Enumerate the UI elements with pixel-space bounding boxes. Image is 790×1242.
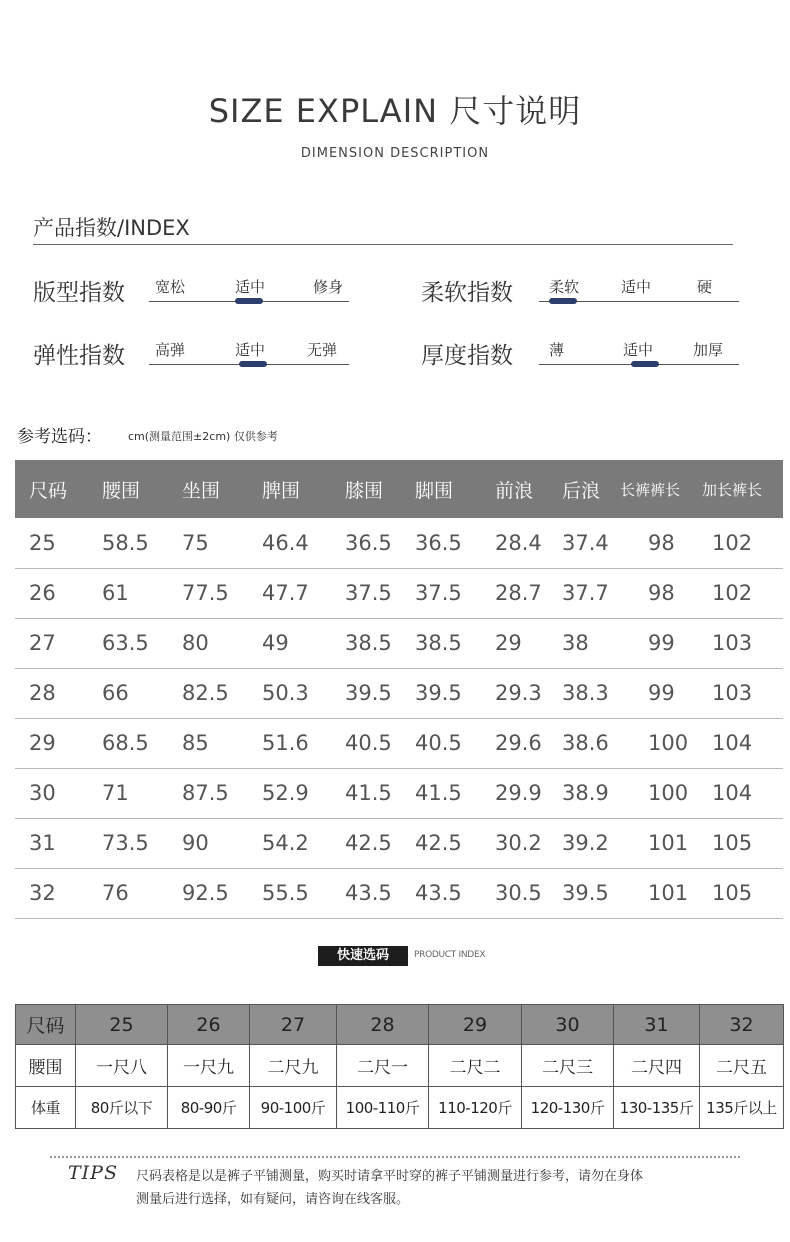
size-table-row xyxy=(15,768,783,818)
size-table-cell: 66 xyxy=(88,668,168,718)
quick-table-cell: 110-120斤 xyxy=(429,1087,522,1129)
index-fit-option-loose: 宽松 xyxy=(155,278,186,296)
size-table-cell: 47.7 xyxy=(248,568,331,618)
size-table-cell: 50.3 xyxy=(248,668,331,718)
quick-table-row-label: 尺码 xyxy=(16,1005,76,1045)
size-table-cell: 49 xyxy=(248,618,331,668)
size-table-cell: 46.4 xyxy=(248,518,331,568)
size-table-cell: 39.5 xyxy=(401,668,481,718)
index-fit-scale xyxy=(149,276,349,316)
index-elasticity-option-regular: 适中 xyxy=(235,341,266,359)
size-table-header-cell: 前浪 xyxy=(481,460,548,518)
index-thickness-marker xyxy=(631,361,659,367)
size-table-header-cell: 坐围 xyxy=(168,460,248,518)
size-table-header-cell: 腰围 xyxy=(88,460,168,518)
quick-table-cell: 二尺三 xyxy=(522,1045,614,1087)
size-table-cell: 37.5 xyxy=(401,568,481,618)
index-section-title: 产品指数/INDEX xyxy=(33,216,190,240)
size-table-cell: 102 xyxy=(700,568,783,618)
quick-table-cell: 120-130斤 xyxy=(522,1087,614,1129)
size-table-cell: 38 xyxy=(548,618,618,668)
index-elasticity-option-none: 无弹 xyxy=(307,341,338,359)
size-table-cell: 36.5 xyxy=(401,518,481,568)
quick-table-cell: 135斤以上 xyxy=(700,1087,784,1129)
size-table-row xyxy=(15,568,783,618)
size-table-cell: 52.9 xyxy=(248,768,331,818)
size-table-cell: 29.9 xyxy=(481,768,548,818)
quick-table-cell: 130-135斤 xyxy=(614,1087,700,1129)
tips-text-line2: 测量后进行选择，如有疑问，请咨询在线客服。 xyxy=(136,1192,410,1207)
size-table-cell: 28.7 xyxy=(481,568,548,618)
quick-table-row-waist xyxy=(16,1045,784,1087)
index-divider xyxy=(33,244,733,245)
size-table-cell: 99 xyxy=(618,668,700,718)
size-table-header-cell: 脾围 xyxy=(248,460,331,518)
size-table-row xyxy=(15,618,783,668)
size-table-row xyxy=(15,868,783,918)
size-table-cell: 80 xyxy=(168,618,248,668)
index-thickness-scale xyxy=(539,339,739,379)
size-table-cell: 39.5 xyxy=(331,668,401,718)
index-elasticity-scale xyxy=(149,339,349,379)
quick-table-cell: 二尺二 xyxy=(429,1045,522,1087)
size-table-cell: 103 xyxy=(700,668,783,718)
index-softness-scale xyxy=(539,276,739,316)
quick-select-table xyxy=(15,1004,784,1129)
size-table xyxy=(15,460,783,919)
quick-table-cell: 30 xyxy=(522,1005,614,1045)
size-table-cell: 43.5 xyxy=(331,868,401,918)
size-table-cell: 39.5 xyxy=(548,868,618,918)
size-table-cell: 29.6 xyxy=(481,718,548,768)
index-thickness-label: 厚度指数 xyxy=(421,343,513,369)
size-table-cell: 105 xyxy=(700,818,783,868)
size-table-header-cell: 长裤裤长 xyxy=(618,460,700,518)
size-table-header-cell: 膝围 xyxy=(331,460,401,518)
size-table-cell: 38.5 xyxy=(331,618,401,668)
size-table-cell: 37.4 xyxy=(548,518,618,568)
size-table-cell: 99 xyxy=(618,618,700,668)
size-table-cell: 58.5 xyxy=(88,518,168,568)
size-table-cell: 71 xyxy=(88,768,168,818)
size-table-header-cell: 尺码 xyxy=(15,460,88,518)
size-table-cell: 104 xyxy=(700,768,783,818)
quick-table-cell: 25 xyxy=(76,1005,168,1045)
index-elasticity-option-high: 高弹 xyxy=(155,341,186,359)
size-table-cell: 73.5 xyxy=(88,818,168,868)
size-table-cell: 98 xyxy=(618,568,700,618)
quick-table-cell: 31 xyxy=(614,1005,700,1045)
size-table-header xyxy=(15,460,783,518)
size-table-cell: 39.2 xyxy=(548,818,618,868)
size-table-cell: 28 xyxy=(15,668,88,718)
quick-table-cell: 二尺一 xyxy=(337,1045,429,1087)
reference-size-label: 参考选码： xyxy=(17,427,102,447)
size-table-cell: 54.2 xyxy=(248,818,331,868)
size-table-cell: 40.5 xyxy=(331,718,401,768)
size-table-cell: 68.5 xyxy=(88,718,168,768)
size-table-cell: 55.5 xyxy=(248,868,331,918)
size-table-cell: 41.5 xyxy=(331,768,401,818)
index-fit-label: 版型指数 xyxy=(33,280,125,306)
quick-table-cell: 80-90斤 xyxy=(168,1087,250,1129)
size-table-cell: 87.5 xyxy=(168,768,248,818)
size-table-header-cell: 脚围 xyxy=(401,460,481,518)
size-table-cell: 37.7 xyxy=(548,568,618,618)
size-table-cell: 105 xyxy=(700,868,783,918)
size-table-cell: 29 xyxy=(15,718,88,768)
quick-table-row-label: 腰围 xyxy=(16,1045,76,1087)
tips-label: TIPS xyxy=(68,1162,118,1184)
size-table-cell: 103 xyxy=(700,618,783,668)
size-table-cell: 101 xyxy=(618,868,700,918)
quick-select-badge: 快速选码 xyxy=(318,946,408,966)
size-table-cell: 104 xyxy=(700,718,783,768)
size-table-row xyxy=(15,718,783,768)
size-table-cell: 100 xyxy=(618,718,700,768)
size-table-cell: 38.3 xyxy=(548,668,618,718)
size-table-cell: 29 xyxy=(481,618,548,668)
quick-table-cell: 二尺五 xyxy=(700,1045,784,1087)
size-table-cell: 36.5 xyxy=(331,518,401,568)
index-softness-marker xyxy=(549,298,577,304)
size-table-cell: 63.5 xyxy=(88,618,168,668)
index-softness-option-regular: 适中 xyxy=(621,278,652,296)
quick-select-subtitle: PRODUCT INDEX xyxy=(414,950,486,960)
size-table-cell: 32 xyxy=(15,868,88,918)
size-table-cell: 30 xyxy=(15,768,88,818)
quick-table-cell: 27 xyxy=(250,1005,337,1045)
quick-table-cell: 29 xyxy=(429,1005,522,1045)
index-elasticity-marker xyxy=(239,361,267,367)
quick-table-cell: 28 xyxy=(337,1005,429,1045)
size-table-header-cell: 加长裤长 xyxy=(700,460,783,518)
size-table-header-cell: 后浪 xyxy=(548,460,618,518)
size-table-cell: 76 xyxy=(88,868,168,918)
quick-table-cell: 二尺九 xyxy=(250,1045,337,1087)
size-table-cell: 41.5 xyxy=(401,768,481,818)
quick-table-row-label: 体重 xyxy=(16,1087,76,1129)
size-table-cell: 28.4 xyxy=(481,518,548,568)
page-subtitle: DIMENSION DESCRIPTION xyxy=(300,146,490,161)
size-table-cell: 38.5 xyxy=(401,618,481,668)
size-table-cell: 27 xyxy=(15,618,88,668)
size-table-cell: 42.5 xyxy=(331,818,401,868)
size-table-cell: 37.5 xyxy=(331,568,401,618)
index-softness-option-soft: 柔软 xyxy=(549,278,580,296)
tips-text-line1: 尺码表格是以是裤子平铺测量，购买时请拿平时穿的裤子平铺测量进行参考，请勿在身体 xyxy=(136,1169,644,1184)
index-softness-label: 柔软指数 xyxy=(421,280,513,306)
size-table-cell: 77.5 xyxy=(168,568,248,618)
size-table-cell: 75 xyxy=(168,518,248,568)
size-table-cell: 42.5 xyxy=(401,818,481,868)
page-title: SIZE EXPLAIN 尺寸说明 xyxy=(208,92,582,130)
quick-table-cell: 一尺八 xyxy=(76,1045,168,1087)
size-table-cell: 30.5 xyxy=(481,868,548,918)
quick-table-cell: 32 xyxy=(700,1005,784,1045)
size-table-cell: 43.5 xyxy=(401,868,481,918)
reference-size-note: cm(测量范围±2cm) 仅供参考 xyxy=(128,430,278,443)
quick-table-cell: 26 xyxy=(168,1005,250,1045)
quick-table-cell: 90-100斤 xyxy=(250,1087,337,1129)
size-table-row xyxy=(15,818,783,868)
size-table-cell: 26 xyxy=(15,568,88,618)
tips-divider-top xyxy=(50,1156,740,1158)
index-fit-option-slim: 修身 xyxy=(313,278,344,296)
size-table-cell: 90 xyxy=(168,818,248,868)
size-table-cell: 38.9 xyxy=(548,768,618,818)
size-table-cell: 51.6 xyxy=(248,718,331,768)
size-table-cell: 29.3 xyxy=(481,668,548,718)
index-fit-option-regular: 适中 xyxy=(235,278,266,296)
quick-table-cell: 100-110斤 xyxy=(337,1087,429,1129)
size-table-cell: 38.6 xyxy=(548,718,618,768)
index-thickness-option-thick: 加厚 xyxy=(693,341,724,359)
quick-table-cell: 二尺四 xyxy=(614,1045,700,1087)
size-table-cell: 61 xyxy=(88,568,168,618)
quick-table-cell: 一尺九 xyxy=(168,1045,250,1087)
size-table-cell: 101 xyxy=(618,818,700,868)
index-thickness-option-thin: 薄 xyxy=(549,341,565,359)
size-table-cell: 30.2 xyxy=(481,818,548,868)
size-table-cell: 85 xyxy=(168,718,248,768)
size-table-cell: 25 xyxy=(15,518,88,568)
index-fit-marker xyxy=(235,298,263,304)
quick-table-row-weight xyxy=(16,1087,784,1129)
size-table-cell: 31 xyxy=(15,818,88,868)
size-table-cell: 98 xyxy=(618,518,700,568)
index-softness-option-hard: 硬 xyxy=(697,278,713,296)
size-table-row xyxy=(15,518,783,568)
size-table-cell: 92.5 xyxy=(168,868,248,918)
index-thickness-option-regular: 适中 xyxy=(623,341,654,359)
size-table-cell: 82.5 xyxy=(168,668,248,718)
size-table-cell: 40.5 xyxy=(401,718,481,768)
size-table-cell: 100 xyxy=(618,768,700,818)
quick-table-row-size xyxy=(16,1005,784,1045)
quick-table-cell: 80斤以下 xyxy=(76,1087,168,1129)
size-table-cell: 102 xyxy=(700,518,783,568)
size-table-row xyxy=(15,668,783,718)
index-elasticity-label: 弹性指数 xyxy=(33,343,125,369)
